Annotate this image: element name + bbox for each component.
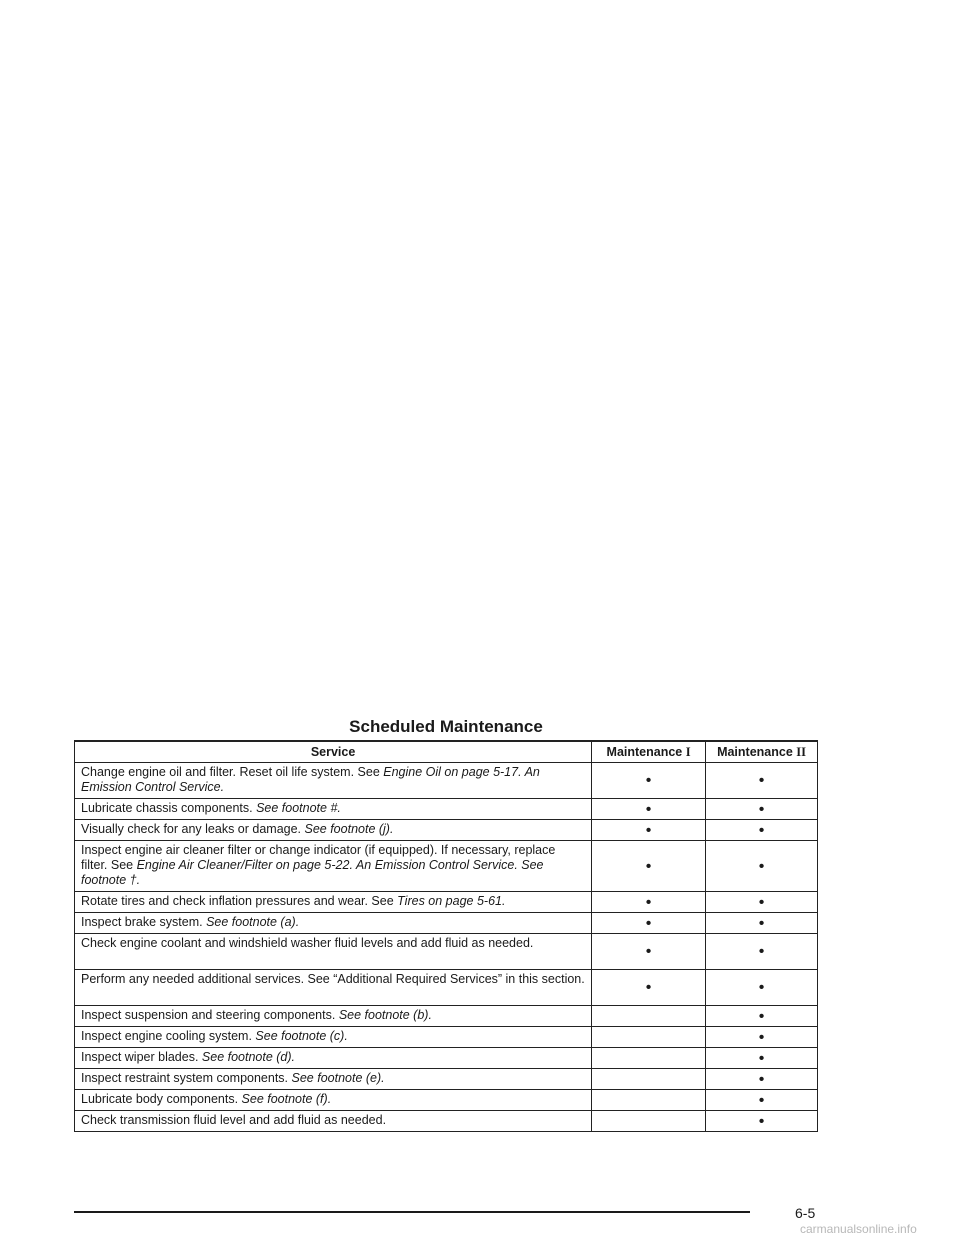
service-text: Lubricate chassis components. [81, 801, 257, 815]
bullet-icon: • [645, 772, 652, 789]
service-cell [75, 799, 592, 820]
bullet-icon: • [645, 893, 652, 911]
service-cell [75, 763, 592, 799]
maintenance-1-cell [592, 913, 706, 934]
maintenance-table [74, 740, 818, 1132]
bullet-icon: • [758, 1112, 765, 1130]
header-maintenance-1 [592, 741, 706, 763]
maintenance-1-cell [592, 1111, 706, 1132]
table-row [75, 1027, 818, 1048]
maintenance-2-cell [706, 970, 818, 1006]
bullet-icon: • [758, 943, 765, 960]
header-maintenance-2 [706, 741, 818, 763]
service-cell [75, 892, 592, 913]
service-cell [75, 970, 592, 1006]
header-service: Service [75, 741, 592, 763]
service-text: Inspect restraint system components. [81, 1071, 292, 1085]
service-cell [75, 913, 592, 934]
bullet-icon: • [758, 1091, 765, 1109]
service-text: Perform any needed additional services. See “Additional Required Services” in this section. [81, 972, 585, 986]
service-text: Inspect engine cooling system. [81, 1029, 256, 1043]
maintenance-1-cell [592, 970, 706, 1006]
table-row [75, 913, 818, 934]
watermark: carmanualsonline.info [800, 1222, 917, 1236]
maintenance-2-cell [706, 1111, 818, 1132]
page-title: Scheduled Maintenance [349, 717, 543, 736]
maintenance-1-cell [592, 1069, 706, 1090]
maintenance-2-cell [706, 892, 818, 913]
service-reference: Engine Oil on page 5-17. An Emission Control Service. [81, 765, 540, 794]
maintenance-1-cell [592, 1090, 706, 1111]
bullet-icon: • [645, 914, 652, 932]
table-row [75, 970, 818, 1006]
maintenance-1-cell [592, 841, 706, 892]
service-cell [75, 1006, 592, 1027]
service-text: Change engine oil and filter. Reset oil life system. See [81, 765, 384, 779]
service-text: Inspect wiper blades. [81, 1050, 202, 1064]
service-cell [75, 1111, 592, 1132]
table-row [75, 934, 818, 970]
service-text: Visually check for any leaks or damage. [81, 822, 305, 836]
service-reference: See footnote (j). [304, 822, 394, 836]
service-reference: See footnote (b). [338, 1008, 432, 1022]
table-row [75, 1048, 818, 1069]
maintenance-2-cell [706, 1090, 818, 1111]
maintenance-1-cell [592, 1048, 706, 1069]
service-text: Check transmission fluid level and add fluid as needed. [81, 1113, 387, 1127]
service-reference: Engine Air Cleaner/Filter on page 5-22. An Emission Control Service. See footnote †. [81, 858, 544, 887]
header-maintenance-1-label: Maintenance [606, 744, 686, 759]
bullet-icon: • [758, 800, 765, 818]
maintenance-1-cell [592, 1027, 706, 1048]
maintenance-2-cell [706, 763, 818, 799]
maintenance-2-cell [706, 799, 818, 820]
service-reference: See footnote #. [256, 801, 341, 815]
maintenance-1-cell [592, 934, 706, 970]
service-text: Inspect suspension and steering components. [81, 1008, 339, 1022]
maintenance-2-cell [706, 820, 818, 841]
bullet-icon: • [758, 914, 765, 932]
service-reference: See footnote (a). [206, 915, 300, 929]
service-cell [75, 1048, 592, 1069]
table-row [75, 1006, 818, 1027]
maintenance-1-cell [592, 763, 706, 799]
page-number: 6-5 [795, 1205, 816, 1221]
bullet-icon: • [758, 979, 765, 996]
bullet-icon: • [758, 1007, 765, 1025]
maintenance-1-cell [592, 892, 706, 913]
service-text: Rotate tires and check inflation pressures and wear. See [81, 894, 398, 908]
table-row [75, 841, 818, 892]
bullet-icon: • [758, 1049, 765, 1067]
bullet-icon: • [758, 1070, 765, 1088]
service-cell [75, 841, 592, 892]
bullet-icon: • [645, 821, 652, 839]
table-row [75, 1111, 818, 1132]
service-cell [75, 1027, 592, 1048]
maintenance-2-cell [706, 1048, 818, 1069]
table-row [75, 1069, 818, 1090]
service-text: Check engine coolant and windshield washer fluid levels and add fluid as needed. [81, 936, 534, 950]
service-reference: See footnote (c). [255, 1029, 348, 1043]
bullet-icon: • [758, 1028, 765, 1046]
bullet-icon: • [758, 821, 765, 839]
bullet-icon: • [645, 943, 652, 960]
maintenance-2-cell [706, 841, 818, 892]
service-reference: See footnote (e). [291, 1071, 385, 1085]
bullet-icon: • [645, 857, 652, 875]
service-cell [75, 1069, 592, 1090]
table-row [75, 892, 818, 913]
maintenance-1-cell [592, 1006, 706, 1027]
maintenance-1-cell [592, 820, 706, 841]
bullet-icon: • [758, 893, 765, 911]
maintenance-2-cell [706, 1027, 818, 1048]
service-text: Inspect brake system. [81, 915, 207, 929]
table-row [75, 799, 818, 820]
service-reference: See footnote (d). [201, 1050, 296, 1064]
maintenance-2-cell [706, 1069, 818, 1090]
bullet-icon: • [645, 800, 652, 818]
table-row [75, 1090, 818, 1111]
service-cell [75, 820, 592, 841]
service-cell [75, 1090, 592, 1111]
header-maintenance-2-label: Maintenance [717, 744, 797, 759]
bullet-icon: • [758, 772, 765, 789]
table-header-row [75, 741, 818, 763]
maintenance-2-cell [706, 913, 818, 934]
service-text: Inspect engine air cleaner filter or change indicator (if equipped). If necessary, replace filter. See [81, 843, 556, 872]
table-body [75, 763, 818, 1132]
service-cell [75, 934, 592, 970]
bullet-icon: • [645, 979, 652, 996]
service-text: Lubricate body components. [81, 1092, 242, 1106]
service-reference: See footnote (f). [241, 1092, 332, 1106]
footer-rule [74, 1211, 750, 1213]
table-row [75, 820, 818, 841]
bullet-icon: • [758, 857, 765, 875]
header-maintenance-1-numeral: I [685, 744, 691, 759]
maintenance-2-cell [706, 1006, 818, 1027]
maintenance-2-cell [706, 934, 818, 970]
maintenance-1-cell [592, 799, 706, 820]
header-maintenance-2-numeral: II [796, 744, 806, 759]
service-reference: Tires on page 5-61. [397, 894, 506, 908]
table-row [75, 763, 818, 799]
